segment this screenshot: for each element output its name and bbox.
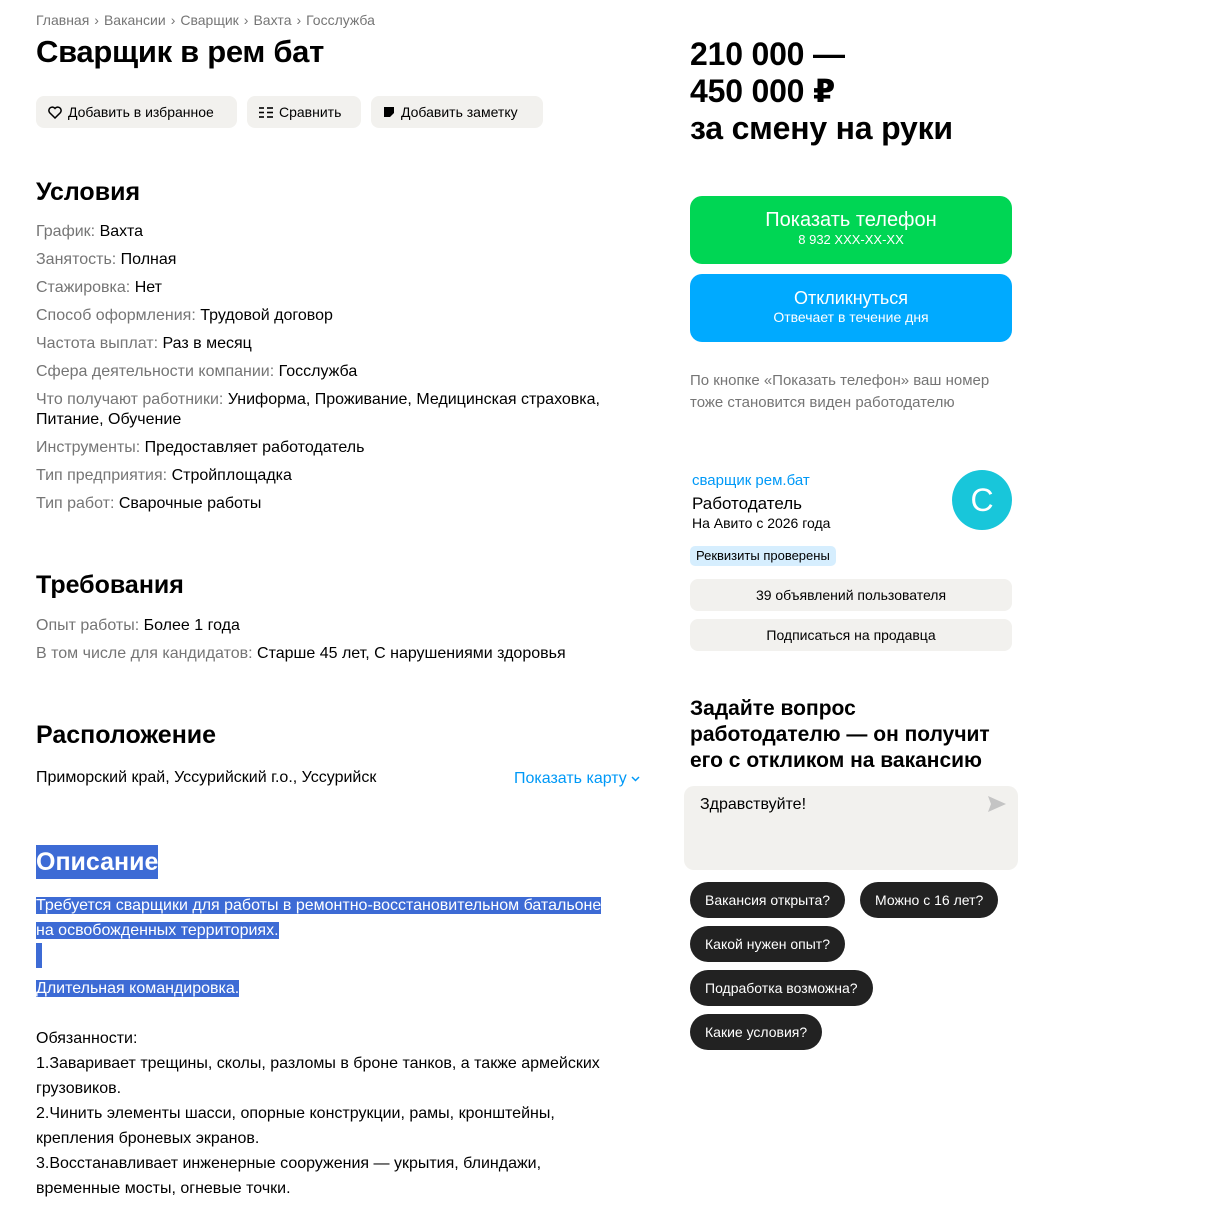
duty-line: 3.Восстанавливает инженерные сооружения — укрытия, блиндажи, <box>36 1155 542 1172</box>
duty-line: грузовиков. <box>36 1080 122 1097</box>
condition-label: Способ оформления: <box>36 307 196 324</box>
condition-label: Стажировка: <box>36 279 131 296</box>
requirements-heading: Требования <box>36 571 184 599</box>
breadcrumb: Главная › Вакансии › Сварщик › Вахта › Госслужба <box>36 12 375 28</box>
quick-question-chip[interactable]: Какие условия? <box>690 1014 822 1050</box>
condition-value: Госслужба <box>278 363 358 380</box>
note-icon <box>383 106 395 118</box>
condition-row <box>36 386 636 430</box>
heart-icon <box>48 106 62 119</box>
condition-value: Раз в месяц <box>162 335 252 352</box>
show-phone-button[interactable] <box>690 196 1012 264</box>
breadcrumb-item[interactable]: Вакансии <box>103 12 166 28</box>
compare-button[interactable] <box>247 96 361 128</box>
page-title: Сварщик в рем бат <box>36 34 325 69</box>
requirement-label: Опыт работы: <box>36 617 140 634</box>
condition-value: Униформа, Проживание, Медицинская страховка, Питание, Обучение <box>36 391 600 428</box>
verified-badge: Реквизиты проверены <box>690 546 836 566</box>
condition-label: Занятость: <box>36 251 117 268</box>
quick-question-chip[interactable]: Подработка возможна? <box>690 970 873 1006</box>
requirement-value: Более 1 года <box>143 617 240 634</box>
requirement-value: Старше 45 лет, С нарушениями здоровья <box>257 645 566 662</box>
salary-line: 450 000 ₽ <box>690 73 836 109</box>
condition-label: Тип работ: <box>36 495 115 512</box>
breadcrumb-item[interactable]: Госслужба <box>306 12 375 28</box>
duty-line: 1.Заваривает трещины, сколы, разломы в броне танков, а также армейских <box>36 1055 600 1072</box>
seller-role: Работодатель <box>692 494 802 513</box>
ask-title: Задайте вопрос работодателю — он получит его с откликом на вакансию <box>690 697 990 772</box>
show-phone-label: Показать телефон <box>765 209 937 231</box>
breadcrumb-item[interactable]: Сварщик <box>180 12 239 28</box>
requirement-row <box>36 612 636 640</box>
requirement-row <box>36 640 636 668</box>
description-line: Требуется сварщики для работы в ремонтно-восстановительном батальоне <box>36 897 602 914</box>
condition-label: Частота выплат: <box>36 335 159 352</box>
add-note-label: Добавить заметку <box>401 104 518 120</box>
avatar[interactable]: С <box>952 470 1012 530</box>
salary-line: 210 000 — <box>690 36 845 72</box>
description-text <box>36 893 636 1201</box>
condition-row <box>36 462 636 490</box>
condition-row <box>36 274 636 302</box>
message-text: Здравствуйте! <box>700 796 807 813</box>
conditions-heading: Условия <box>36 178 141 206</box>
duty-line: крепления броневых экранов. <box>36 1130 260 1147</box>
salary-line: за смену на руки <box>690 110 953 146</box>
quick-question-chip[interactable]: Вакансия открыта? <box>690 882 845 918</box>
breadcrumb-item[interactable]: Вахта <box>253 12 292 28</box>
condition-value: Полная <box>120 251 177 268</box>
breadcrumb-item[interactable]: Главная <box>36 12 90 28</box>
condition-value: Стройплощадка <box>171 467 292 484</box>
seller-ads-button[interactable]: 39 объявлений пользователя <box>690 579 1012 611</box>
duty-line: 2.Чинить элементы шасси, опорные конструкции, рамы, кронштейны, <box>36 1105 555 1122</box>
send-icon[interactable] <box>988 796 1006 812</box>
quick-question-chip[interactable]: Можно с 16 лет? <box>860 882 998 918</box>
respond-label: Откликнуться <box>793 288 909 308</box>
description-heading: Описание <box>36 845 158 879</box>
requirement-label: В том числе для кандидатов: <box>36 645 253 662</box>
condition-label: Сфера деятельности компании: <box>36 363 275 380</box>
condition-row <box>36 434 636 462</box>
condition-label: Что получают работники: <box>36 391 224 408</box>
condition-row <box>36 330 636 358</box>
description-line: на освобожденных территориях. <box>36 922 279 939</box>
phone-note: По кнопке «Показать телефон» ваш номер тоже становится виден работодателю <box>690 372 990 411</box>
condition-value: Трудовой договор <box>200 307 333 324</box>
condition-value: Сварочные работы <box>118 495 262 512</box>
respond-button[interactable] <box>690 274 1012 342</box>
duty-line: временные мосты, огневые точки. <box>36 1180 291 1197</box>
show-map-label: Показать карту <box>514 770 627 787</box>
seller-since: На Авито с 2026 года <box>692 515 831 531</box>
compare-icon <box>259 106 273 119</box>
condition-value: Предоставляет работодатель <box>144 439 365 456</box>
add-favorite-label: Добавить в избранное <box>68 104 214 120</box>
selected-blank-line <box>36 943 42 968</box>
message-input[interactable] <box>684 786 1018 870</box>
condition-row <box>36 490 636 518</box>
condition-label: График: <box>36 223 96 240</box>
compare-label: Сравнить <box>279 104 342 120</box>
condition-row <box>36 246 636 274</box>
condition-label: Инструменты: <box>36 439 141 456</box>
chevron-down-icon <box>631 776 640 782</box>
quick-question-chip[interactable]: Какой нужен опыт? <box>690 926 845 962</box>
condition-label: Тип предприятия: <box>36 467 168 484</box>
condition-value: Нет <box>134 279 162 296</box>
address: Приморский край, Уссурийский г.о., Уссурийск <box>36 769 377 786</box>
condition-row <box>36 218 636 246</box>
duties-heading: Обязанности: <box>36 1030 138 1047</box>
add-favorite-button[interactable] <box>36 96 237 128</box>
condition-value: Вахта <box>99 223 143 240</box>
location-heading: Расположение <box>36 721 217 749</box>
seller-name-link[interactable]: сварщик рем.бат <box>692 472 810 489</box>
add-note-button[interactable] <box>371 96 543 128</box>
condition-row <box>36 358 636 386</box>
description-line: Длительная командировка. <box>36 980 240 997</box>
subscribe-button[interactable]: Подписаться на продавца <box>690 619 1012 651</box>
show-map-link[interactable] <box>514 770 640 788</box>
salary <box>690 36 953 147</box>
respond-sub: Отвечает в течение дня <box>773 309 929 325</box>
condition-row <box>36 302 636 330</box>
phone-mask: 8 932 XXX-XX-XX <box>798 232 904 247</box>
